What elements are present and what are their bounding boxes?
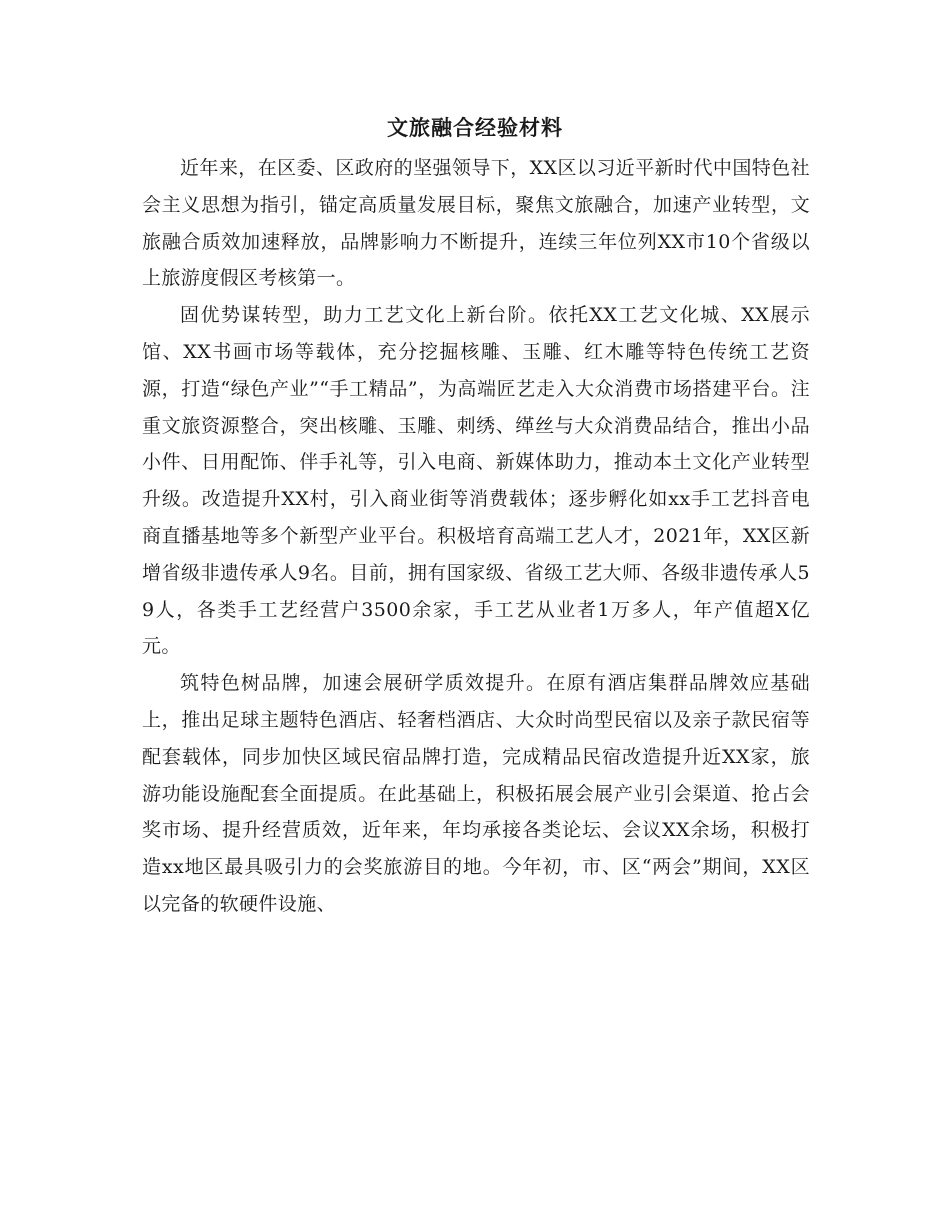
document-title: 文旅融合经验材料 (387, 115, 563, 140)
paragraph-craft-culture: 固优势谋转型，助力工艺文化上新台阶。依托XX工艺文化城、XX展示馆、XX书画市场等载体，充分挖掘核雕、玉雕、红木雕等特色传统工艺资源，打造“绿色产业”“手工精品”，为高端匠艺走入大众消费市场搭建平台。注重文旅资源整合，突出核雕、玉雕、刺绣、缂丝与大众消费品结合，推出小品小件、日用配饰、伴手礼等，引入电商、新媒体助力，推动本土文化产业转型升级。改造提升XX村，引入商业街等消费载体；逐步孵化如xx手工艺抖音电商直播基地等多个新型产业平台。积极培育高端工艺人才，2021年，XX区新增省级非遗传承人9名。目前，拥有国家级、省级工艺大师、各级非遗传承人59人，各类手工艺经营户3500余家，手工艺从业者1万多人，年产值超X亿元。 (142, 304, 810, 658)
paragraph-intro: 近年来，在区委、区政府的坚强领导下，XX区以习近平新时代中国特色社会主义思想为指引，锚定高质量发展目标，聚焦文旅融合，加速产业转型，文旅融合质效加速释放，品牌影响力不断提升，连续三年位列XX市10个省级以上旅游度假区考核第一。 (142, 157, 810, 290)
document-body (142, 150, 810, 923)
paragraph-convention-brand: 筑特色树品牌，加速会展研学质效提升。在原有酒店集群品牌效应基础上，推出足球主题特色酒店、轻奢档酒店、大众时尚型民宿以及亲子款民宿等配套载体，同步加快区域民宿品牌打造，完成精品民宿改造提升近XX家，旅游功能设施配套全面提质。在此基础上，积极拓展会展产业引会渠道、抢占会奖市场、提升经营质效，近年来，年均承接各类论坛、会议XX余场，积极打造xx地区最具吸引力的会奖旅游目的地。今年初，市、区“两会”期间，XX区以完备的软硬件设施、 (142, 672, 810, 915)
